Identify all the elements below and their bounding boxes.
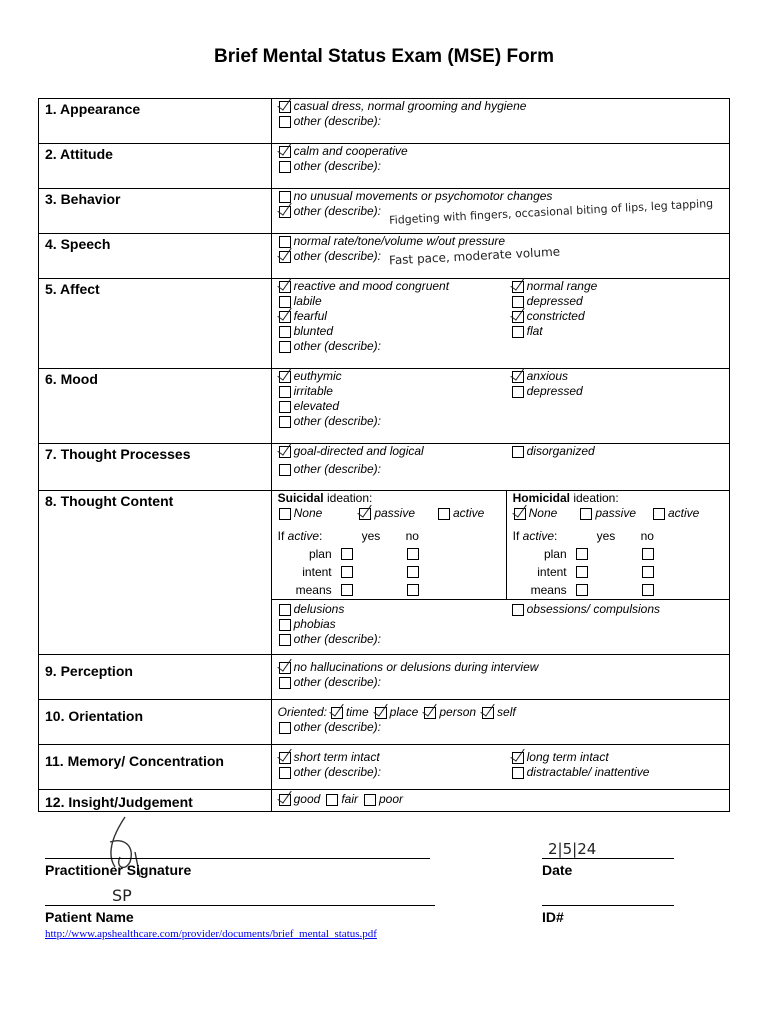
checkbox[interactable] <box>279 326 291 338</box>
option-text: other (describe): <box>293 114 381 128</box>
option-text: no unusual movements or psychomotor changes <box>293 189 553 203</box>
thought-processes-label: 7. Thought Processes <box>39 444 272 491</box>
option-text: euthymic <box>293 369 342 383</box>
checkbox[interactable] <box>279 251 291 263</box>
option-text: other (describe): <box>293 414 381 428</box>
checkbox[interactable] <box>279 446 291 458</box>
checkbox[interactable] <box>326 794 338 806</box>
option-text: other (describe): <box>293 765 381 779</box>
thought-processes-options <box>271 444 729 491</box>
option-text: long term intact <box>526 750 609 764</box>
thought-content-other <box>271 600 729 655</box>
checkbox[interactable] <box>279 677 291 689</box>
thought-content-ideation: Suicidal ideation: None passive active If active: yes no plan intent means Homicidal ideation: None passive active If active: yes no plan intent means <box>271 491 729 600</box>
checkbox[interactable] <box>642 548 654 560</box>
checkbox[interactable] <box>341 584 353 596</box>
checkbox[interactable] <box>341 548 353 560</box>
checkbox[interactable] <box>642 566 654 578</box>
patient-name-label: Patient Name <box>45 909 134 925</box>
perception-options <box>271 655 729 700</box>
if-active-text: active <box>287 529 319 543</box>
option-text: other (describe): <box>293 675 381 689</box>
option-text: labile <box>293 294 322 308</box>
memory-label: 11. Memory/ Concentration <box>39 745 272 790</box>
option-text: no hallucinations or delusions during interview <box>293 660 539 674</box>
option-text: other (describe): <box>293 159 381 173</box>
if-text: If <box>277 529 288 543</box>
checkbox[interactable] <box>359 508 371 520</box>
signature-line <box>45 858 430 859</box>
option-text: flat <box>526 324 543 338</box>
option-text: person <box>439 705 477 719</box>
checkbox[interactable] <box>576 584 588 596</box>
oriented-text: Oriented: <box>277 705 327 719</box>
option-text: self <box>497 705 516 719</box>
checkbox[interactable] <box>482 707 494 719</box>
option-text: fair <box>341 792 358 806</box>
checkbox[interactable] <box>331 707 343 719</box>
option-text: good <box>293 792 321 806</box>
patient-name-value: SP <box>112 886 132 905</box>
attitude-options <box>271 144 729 189</box>
insight-options <box>271 790 729 812</box>
handwritten-note: Fast pace, moderate volume <box>388 244 561 268</box>
if-active-text: active <box>522 529 554 543</box>
option-text: depressed <box>526 294 583 308</box>
date-label: Date <box>542 862 573 878</box>
option-text: irritable <box>293 384 333 398</box>
checkbox[interactable] <box>407 566 419 578</box>
id-line <box>542 905 674 906</box>
means-label: means <box>530 583 567 597</box>
memory-options <box>271 745 729 790</box>
option-text: phobias <box>293 617 336 631</box>
checkbox[interactable] <box>512 311 524 323</box>
yes-label: yes <box>596 529 616 543</box>
option-text: None <box>293 506 323 520</box>
yes-label: yes <box>361 529 381 543</box>
option-text: time <box>345 705 369 719</box>
checkbox[interactable] <box>279 101 291 113</box>
option-text: None <box>528 506 558 520</box>
checkbox[interactable] <box>341 566 353 578</box>
plan-label: plan <box>308 547 332 561</box>
checkbox[interactable] <box>279 619 291 631</box>
appearance-options <box>271 99 729 144</box>
thought-content-label: 8. Thought Content <box>39 491 272 655</box>
option-text: reactive and mood congruent <box>293 279 450 293</box>
mood-label: 6. Mood <box>39 369 272 444</box>
handwritten-note: Fidgeting with fingers, occasional biting of lips, leg tapping <box>388 196 714 227</box>
checkbox[interactable] <box>279 416 291 428</box>
checkbox[interactable] <box>279 161 291 173</box>
source-link[interactable]: http://www.apshealthcare.com/provider/documents/brief_mental_status.pdf <box>45 928 377 940</box>
checkbox[interactable] <box>375 707 387 719</box>
checkbox[interactable] <box>407 548 419 560</box>
homicidal-heading: Homicidal <box>512 491 570 505</box>
id-label: ID# <box>542 909 564 925</box>
checkbox[interactable] <box>512 752 524 764</box>
no-label: no <box>640 529 654 543</box>
option-text: active <box>453 506 485 520</box>
checkbox[interactable] <box>512 767 524 779</box>
attitude-label: 2. Attitude <box>39 144 272 189</box>
checkbox[interactable] <box>279 341 291 353</box>
page-title: Brief Mental Status Exam (MSE) Form <box>214 46 554 67</box>
no-label: no <box>405 529 419 543</box>
if-text: If <box>512 529 523 543</box>
patient-name-line <box>45 905 435 906</box>
checkbox[interactable] <box>512 604 524 616</box>
checkbox[interactable] <box>576 566 588 578</box>
option-text: calm and cooperative <box>293 144 408 158</box>
means-label: means <box>295 583 332 597</box>
option-text: other (describe): <box>293 720 381 734</box>
option-text: active <box>668 506 700 520</box>
option-text: passive <box>595 506 636 520</box>
behavior-label: 3. Behavior <box>39 189 272 234</box>
option-text: constricted <box>526 309 585 323</box>
plan-label: plan <box>543 547 567 561</box>
option-text: depressed <box>526 384 583 398</box>
option-text: other (describe): <box>293 249 381 263</box>
checkbox[interactable] <box>279 722 291 734</box>
checkbox[interactable] <box>512 386 524 398</box>
speech-label: 4. Speech <box>39 234 272 279</box>
option-text: other (describe): <box>293 204 381 218</box>
option-text: other (describe): <box>293 339 381 353</box>
checkbox[interactable] <box>279 662 291 674</box>
date-value: 2|5|24 <box>548 840 597 858</box>
intent-label: intent <box>302 565 332 579</box>
suicidal-heading: Suicidal <box>277 491 324 505</box>
checkbox[interactable] <box>438 508 450 520</box>
checkbox[interactable] <box>279 604 291 616</box>
option-text: blunted <box>293 324 333 338</box>
checkbox[interactable] <box>279 386 291 398</box>
option-text: disorganized <box>526 444 595 458</box>
behavior-options <box>271 189 729 234</box>
checkbox[interactable] <box>580 508 592 520</box>
checkbox[interactable] <box>279 311 291 323</box>
checkbox[interactable] <box>514 508 526 520</box>
checkbox[interactable] <box>424 707 436 719</box>
checkbox[interactable] <box>279 508 291 520</box>
option-text: fearful <box>293 309 327 323</box>
checkbox[interactable] <box>279 464 291 476</box>
checkbox[interactable] <box>279 146 291 158</box>
option-text: passive <box>374 506 415 520</box>
intent-label: intent <box>537 565 567 579</box>
option-text: elevated <box>293 399 339 413</box>
checkbox[interactable] <box>279 752 291 764</box>
orientation-label: 10. Orientation <box>39 700 272 745</box>
checkbox[interactable] <box>512 326 524 338</box>
checkbox[interactable] <box>279 116 291 128</box>
checkbox[interactable] <box>279 794 291 806</box>
option-text: short term intact <box>293 750 380 764</box>
checkbox[interactable] <box>279 206 291 218</box>
checkbox[interactable] <box>279 767 291 779</box>
appearance-label: 1. Appearance <box>39 99 272 144</box>
checkbox[interactable] <box>512 281 524 293</box>
option-text: obsessions/ compulsions <box>526 602 661 616</box>
option-text: poor <box>379 792 404 806</box>
checkbox[interactable] <box>364 794 376 806</box>
checkbox[interactable] <box>512 446 524 458</box>
speech-options <box>271 234 729 279</box>
option-text: normal rate/tone/volume w/out pressure <box>293 234 506 248</box>
checkbox[interactable] <box>279 401 291 413</box>
option-text: other (describe): <box>293 632 381 646</box>
ideation-text: ideation: <box>323 491 373 505</box>
option-text: distractable/ inattentive <box>526 765 650 779</box>
insight-label: 12. Insight/Judgement <box>39 790 272 812</box>
option-text: delusions <box>293 602 345 616</box>
checkbox[interactable] <box>279 371 291 383</box>
checkbox[interactable] <box>576 548 588 560</box>
orientation-options <box>271 700 729 745</box>
affect-options <box>271 279 729 369</box>
perception-label: 9. Perception <box>39 655 272 700</box>
practitioner-signature-label: Practitioner Signature <box>45 862 192 878</box>
checkbox[interactable] <box>642 584 654 596</box>
option-text: place <box>389 705 419 719</box>
ideation-text: ideation: <box>569 491 619 505</box>
checkbox[interactable] <box>653 508 665 520</box>
affect-label: 5. Affect <box>39 279 272 369</box>
option-text: normal range <box>526 279 598 293</box>
option-text: goal-directed and logical <box>293 444 424 458</box>
checkbox[interactable] <box>407 584 419 596</box>
mse-table <box>38 98 730 812</box>
option-text: other (describe): <box>293 462 381 476</box>
option-text: anxious <box>526 369 568 383</box>
mood-options <box>271 369 729 444</box>
option-text: casual dress, normal grooming and hygiene <box>293 99 527 113</box>
checkbox[interactable] <box>279 281 291 293</box>
checkbox[interactable] <box>512 371 524 383</box>
checkbox[interactable] <box>279 634 291 646</box>
date-line <box>542 858 674 859</box>
